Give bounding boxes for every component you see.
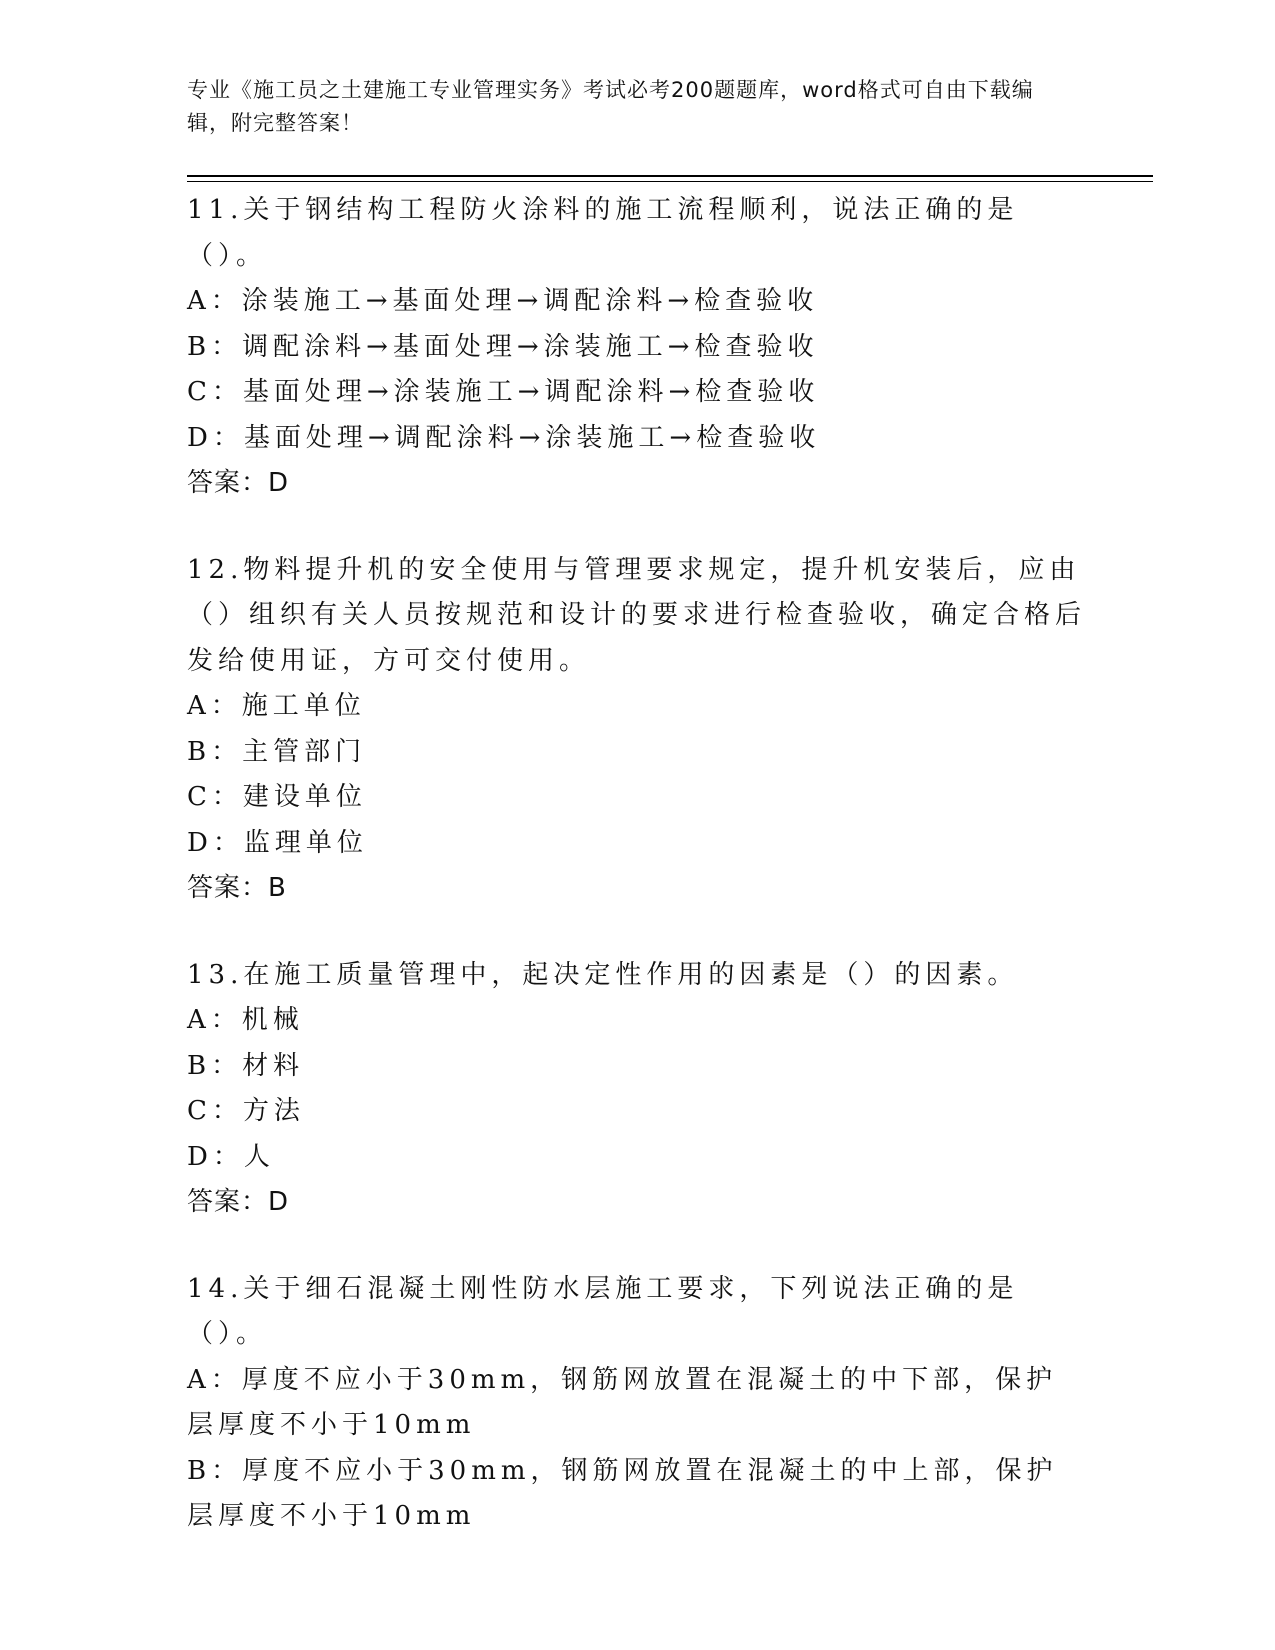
option-c: C：方法	[187, 1096, 305, 1126]
answer: 答案：D	[187, 1187, 290, 1217]
answer: 答案：D	[187, 468, 290, 498]
answer: 答案：B	[187, 873, 287, 903]
option-c: C：基面处理→涂装施工→调配涂料→检查验收	[187, 377, 820, 407]
option-a: A：机械	[187, 1005, 304, 1035]
question-14	[187, 1267, 1087, 1540]
option-d: D：人	[187, 1141, 275, 1172]
option-b: B：材料	[187, 1050, 305, 1081]
option-a: A：涂装施工→基面处理→调配涂料→检查验收	[187, 286, 819, 316]
question-stem: 14.关于细石混凝土刚性防水层施工要求，下列说法正确的是（）。	[187, 1273, 1019, 1349]
option-d: D：基面处理→调配涂料→涂装施工→检查验收	[187, 422, 821, 453]
option-b: B：主管部门	[187, 736, 367, 767]
option-b: B：调配涂料→基面处理→涂装施工→检查验收	[187, 331, 819, 362]
option-d: D：监理单位	[187, 827, 368, 858]
document-header: 专业《施工员之土建施工专业管理实务》考试必考200题题库，word格式可自由下载编辑，附完整答案！	[187, 78, 1034, 135]
header-divider-thin	[187, 181, 1153, 182]
option-c: C：建设单位	[187, 782, 367, 812]
question-list	[187, 188, 1087, 1540]
header-divider	[187, 175, 1153, 177]
option-a: A：施工单位	[187, 691, 366, 721]
question-13	[187, 953, 1087, 1226]
question-12	[187, 548, 1087, 912]
question-stem: 12.物料提升机的安全使用与管理要求规定，提升机安装后，应由（）组织有关人员按规范和设计的要求进行检查验收，确定合格后发给使用证，方可交付使用。	[187, 554, 1087, 676]
question-11	[187, 188, 1087, 507]
question-stem: 13.在施工质量管理中，起决定性作用的因素是（）的因素。	[187, 959, 1019, 990]
question-stem: 11.关于钢结构工程防火涂料的施工流程顺利，说法正确的是（）。	[187, 195, 1019, 271]
option-a: A：厚度不应小于30mm，钢筋网放置在混凝土的中下部，保护层厚度不小于10mm	[187, 1364, 1058, 1440]
option-b: B：厚度不应小于30mm，钢筋网放置在混凝土的中上部，保护层厚度不小于10mm	[187, 1455, 1058, 1531]
